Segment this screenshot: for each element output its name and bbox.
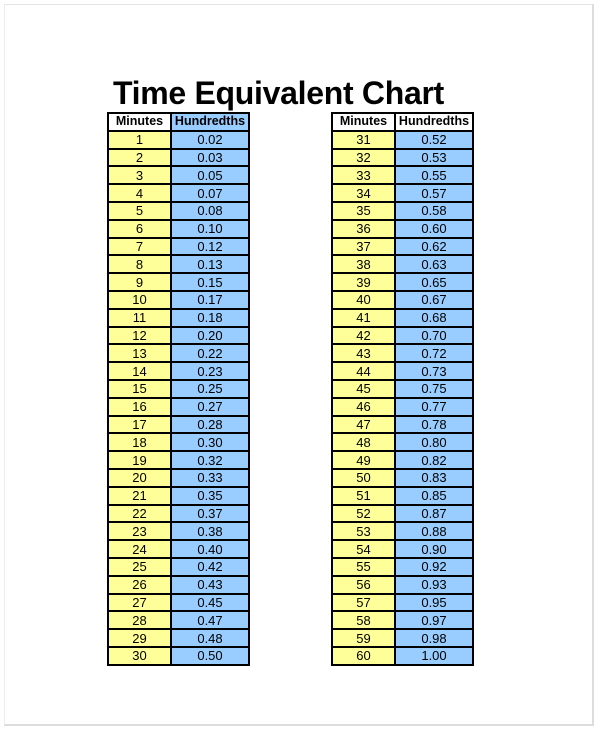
hundredths-cell: 0.40 [171, 540, 249, 558]
table-row [108, 291, 249, 309]
minutes-cell: 10 [108, 291, 171, 309]
table-row [332, 505, 473, 523]
table-header-row [332, 113, 473, 131]
minutes-cell: 20 [108, 469, 171, 487]
table-row [332, 576, 473, 594]
hundredths-cell: 0.77 [395, 398, 473, 416]
hundredths-cell: 0.13 [171, 255, 249, 273]
table-row [332, 184, 473, 202]
hundredths-cell: 0.12 [171, 238, 249, 256]
table-row [108, 184, 249, 202]
minutes-cell: 22 [108, 505, 171, 523]
minutes-cell: 42 [332, 327, 395, 345]
minutes-cell: 29 [108, 629, 171, 647]
table-row [332, 487, 473, 505]
hundredths-cell: 0.80 [395, 433, 473, 451]
table-row [332, 166, 473, 184]
minutes-cell: 53 [332, 522, 395, 540]
minutes-cell: 4 [108, 184, 171, 202]
table-row [332, 629, 473, 647]
minutes-cell: 51 [332, 487, 395, 505]
hundredths-cell: 0.73 [395, 362, 473, 380]
table-row [332, 594, 473, 612]
hundredths-cell: 0.27 [171, 398, 249, 416]
minutes-cell: 19 [108, 451, 171, 469]
hundredths-cell: 0.70 [395, 327, 473, 345]
minutes-cell: 15 [108, 380, 171, 398]
table-row [108, 238, 249, 256]
hundredths-cell: 0.82 [395, 451, 473, 469]
hundredths-cell: 0.53 [395, 149, 473, 167]
table-row [108, 611, 249, 629]
table-row [108, 522, 249, 540]
table-row [108, 380, 249, 398]
hundredths-cell: 0.87 [395, 505, 473, 523]
minutes-cell: 16 [108, 398, 171, 416]
table-row [108, 362, 249, 380]
table-row [108, 433, 249, 451]
hundredths-cell: 0.48 [171, 629, 249, 647]
table-row [332, 647, 473, 665]
minutes-cell: 49 [332, 451, 395, 469]
hundredths-cell: 0.55 [395, 166, 473, 184]
minutes-cell: 24 [108, 540, 171, 558]
page-title: Time Equivalent Chart [113, 75, 444, 111]
hundredths-header: Hundredths [395, 113, 473, 131]
table-row [108, 273, 249, 291]
minutes-cell: 26 [108, 576, 171, 594]
hundredths-cell: 0.45 [171, 594, 249, 612]
table-row [332, 362, 473, 380]
table-row [332, 255, 473, 273]
hundredths-cell: 0.62 [395, 238, 473, 256]
table-row [108, 505, 249, 523]
minutes-cell: 11 [108, 309, 171, 327]
hundredths-cell: 0.23 [171, 362, 249, 380]
hundredths-cell: 0.95 [395, 594, 473, 612]
table-row [332, 131, 473, 149]
hundredths-cell: 0.65 [395, 273, 473, 291]
table-row [108, 416, 249, 434]
minutes-cell: 14 [108, 362, 171, 380]
hundredths-cell: 0.63 [395, 255, 473, 273]
minutes-cell: 44 [332, 362, 395, 380]
minutes-cell: 8 [108, 255, 171, 273]
minutes-header: Minutes [108, 113, 171, 131]
table-row [108, 558, 249, 576]
minutes-cell: 30 [108, 647, 171, 665]
table-row [332, 611, 473, 629]
minutes-cell: 9 [108, 273, 171, 291]
table-row [108, 647, 249, 665]
minutes-cell: 40 [332, 291, 395, 309]
minutes-cell: 52 [332, 505, 395, 523]
hundredths-cell: 0.30 [171, 433, 249, 451]
table-row [108, 255, 249, 273]
hundredths-cell: 0.42 [171, 558, 249, 576]
hundredths-cell: 0.37 [171, 505, 249, 523]
hundredths-cell: 0.43 [171, 576, 249, 594]
table-row [108, 398, 249, 416]
table-row [332, 540, 473, 558]
minutes-cell: 58 [332, 611, 395, 629]
table-row [332, 309, 473, 327]
time-table-31-60 [331, 112, 474, 666]
hundredths-header: Hundredths [171, 113, 249, 131]
minutes-cell: 18 [108, 433, 171, 451]
minutes-cell: 12 [108, 327, 171, 345]
minutes-cell: 17 [108, 416, 171, 434]
hundredths-cell: 0.03 [171, 149, 249, 167]
minutes-cell: 59 [332, 629, 395, 647]
table-row [332, 558, 473, 576]
hundredths-cell: 0.15 [171, 273, 249, 291]
table-row [332, 238, 473, 256]
hundredths-cell: 0.28 [171, 416, 249, 434]
minutes-cell: 54 [332, 540, 395, 558]
minutes-cell: 23 [108, 522, 171, 540]
hundredths-cell: 0.47 [171, 611, 249, 629]
hundredths-cell: 0.52 [395, 131, 473, 149]
hundredths-cell: 0.67 [395, 291, 473, 309]
minutes-cell: 45 [332, 380, 395, 398]
minutes-cell: 34 [332, 184, 395, 202]
table-row [332, 202, 473, 220]
minutes-cell: 28 [108, 611, 171, 629]
hundredths-cell: 0.02 [171, 131, 249, 149]
table-row [108, 220, 249, 238]
minutes-cell: 60 [332, 647, 395, 665]
table-row [332, 398, 473, 416]
minutes-cell: 1 [108, 131, 171, 149]
minutes-cell: 55 [332, 558, 395, 576]
minutes-cell: 31 [332, 131, 395, 149]
hundredths-cell: 0.33 [171, 469, 249, 487]
table-row [108, 451, 249, 469]
minutes-cell: 25 [108, 558, 171, 576]
page-frame [4, 4, 594, 726]
minutes-cell: 46 [332, 398, 395, 416]
minutes-cell: 39 [332, 273, 395, 291]
table-row [332, 380, 473, 398]
table-row [108, 344, 249, 362]
minutes-cell: 2 [108, 149, 171, 167]
hundredths-cell: 0.60 [395, 220, 473, 238]
hundredths-cell: 0.92 [395, 558, 473, 576]
table-row [108, 166, 249, 184]
hundredths-cell: 0.83 [395, 469, 473, 487]
table-row [332, 416, 473, 434]
table-row [332, 291, 473, 309]
minutes-cell: 47 [332, 416, 395, 434]
table-row [108, 327, 249, 345]
hundredths-cell: 0.75 [395, 380, 473, 398]
hundredths-cell: 0.90 [395, 540, 473, 558]
table-row [108, 149, 249, 167]
hundredths-cell: 0.85 [395, 487, 473, 505]
hundredths-cell: 0.17 [171, 291, 249, 309]
table-row [108, 469, 249, 487]
hundredths-cell: 0.88 [395, 522, 473, 540]
table-row [332, 469, 473, 487]
minutes-cell: 6 [108, 220, 171, 238]
hundredths-cell: 0.25 [171, 380, 249, 398]
hundredths-cell: 0.78 [395, 416, 473, 434]
table-row [108, 594, 249, 612]
table-row [108, 131, 249, 149]
table-row [108, 487, 249, 505]
time-table-1-30 [107, 112, 250, 666]
table-row [108, 202, 249, 220]
table-row [332, 273, 473, 291]
table-row [332, 433, 473, 451]
minutes-cell: 5 [108, 202, 171, 220]
minutes-cell: 35 [332, 202, 395, 220]
hundredths-cell: 0.38 [171, 522, 249, 540]
minutes-cell: 21 [108, 487, 171, 505]
hundredths-cell: 0.18 [171, 309, 249, 327]
table-header-row [108, 113, 249, 131]
minutes-cell: 43 [332, 344, 395, 362]
table-row [108, 540, 249, 558]
hundredths-cell: 0.20 [171, 327, 249, 345]
minutes-cell: 57 [332, 594, 395, 612]
table-row [332, 220, 473, 238]
minutes-cell: 48 [332, 433, 395, 451]
minutes-cell: 36 [332, 220, 395, 238]
hundredths-cell: 0.22 [171, 344, 249, 362]
minutes-cell: 3 [108, 166, 171, 184]
minutes-cell: 50 [332, 469, 395, 487]
minutes-header: Minutes [332, 113, 395, 131]
hundredths-cell: 1.00 [395, 647, 473, 665]
minutes-cell: 37 [332, 238, 395, 256]
table-row [332, 522, 473, 540]
hundredths-cell: 0.50 [171, 647, 249, 665]
minutes-cell: 27 [108, 594, 171, 612]
hundredths-cell: 0.35 [171, 487, 249, 505]
minutes-cell: 32 [332, 149, 395, 167]
hundredths-cell: 0.10 [171, 220, 249, 238]
hundredths-cell: 0.98 [395, 629, 473, 647]
minutes-cell: 41 [332, 309, 395, 327]
minutes-cell: 56 [332, 576, 395, 594]
table-row [332, 149, 473, 167]
minutes-cell: 13 [108, 344, 171, 362]
hundredths-cell: 0.32 [171, 451, 249, 469]
table-row [108, 576, 249, 594]
hundredths-cell: 0.05 [171, 166, 249, 184]
table-row [108, 309, 249, 327]
hundredths-cell: 0.57 [395, 184, 473, 202]
hundredths-cell: 0.68 [395, 309, 473, 327]
minutes-cell: 7 [108, 238, 171, 256]
hundredths-cell: 0.07 [171, 184, 249, 202]
hundredths-cell: 0.93 [395, 576, 473, 594]
table-row [332, 327, 473, 345]
table-row [332, 451, 473, 469]
hundredths-cell: 0.58 [395, 202, 473, 220]
minutes-cell: 38 [332, 255, 395, 273]
minutes-cell: 33 [332, 166, 395, 184]
hundredths-cell: 0.08 [171, 202, 249, 220]
table-row [108, 629, 249, 647]
table-row [332, 344, 473, 362]
hundredths-cell: 0.72 [395, 344, 473, 362]
hundredths-cell: 0.97 [395, 611, 473, 629]
